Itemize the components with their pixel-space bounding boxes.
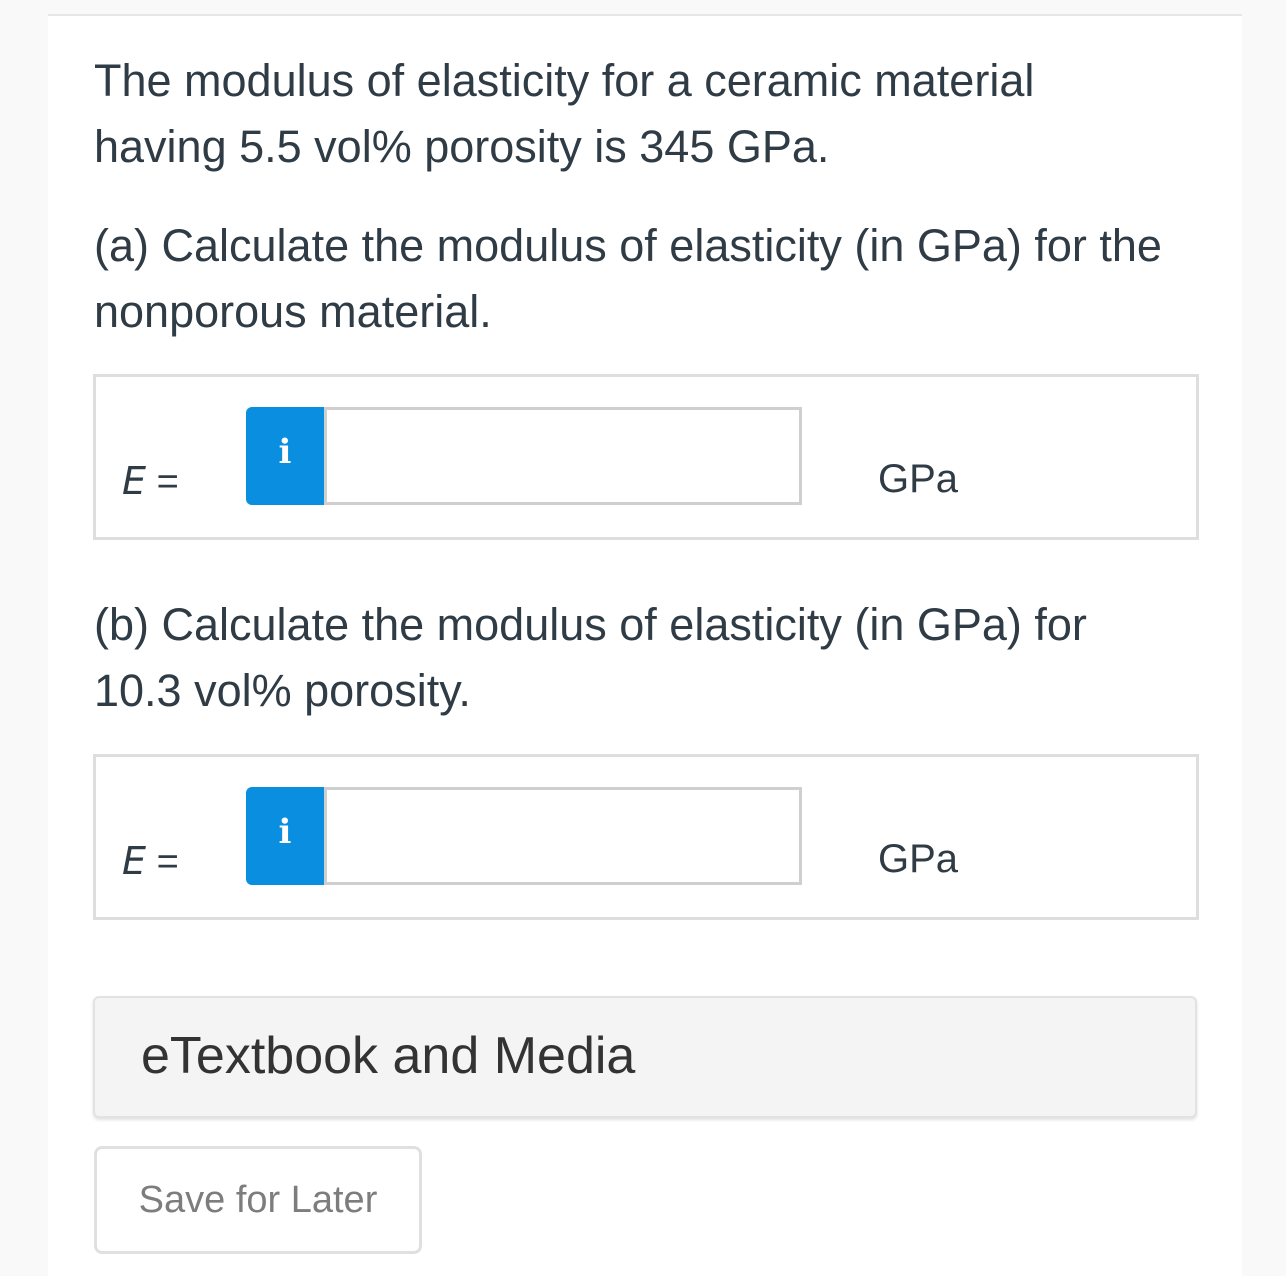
- unit-label: GPa: [878, 837, 959, 881]
- answer-box-b: [93, 754, 1199, 920]
- etextbook-media-label: eTextbook and Media: [141, 1027, 636, 1085]
- equals-sign: =: [146, 461, 179, 503]
- answer-box-a: [93, 374, 1199, 540]
- answer-label: [122, 459, 179, 504]
- answer-label: [122, 839, 179, 884]
- save-for-later-button[interactable]: Save for Later: [94, 1146, 422, 1254]
- info-icon[interactable]: i: [246, 407, 324, 505]
- etextbook-media-toggle[interactable]: [93, 996, 1197, 1118]
- question-panel: [48, 14, 1242, 1276]
- variable-e: E: [122, 839, 147, 883]
- info-icon[interactable]: i: [246, 787, 324, 885]
- answer-input-a[interactable]: [324, 407, 802, 505]
- equals-sign: =: [146, 841, 179, 883]
- variable-e: E: [122, 459, 147, 503]
- answer-input-b[interactable]: [324, 787, 802, 885]
- question-part-a: (a) Calculate the modulus of elasticity (in GPa) for the nonporous material.: [94, 220, 1162, 337]
- question-part-b: (b) Calculate the modulus of elasticity (in GPa) for 10.3 vol% porosity.: [94, 599, 1087, 716]
- question-intro: The modulus of elasticity for a ceramic material having 5.5 vol% porosity is 345 GPa.: [94, 55, 1035, 172]
- unit-label: GPa: [878, 457, 959, 501]
